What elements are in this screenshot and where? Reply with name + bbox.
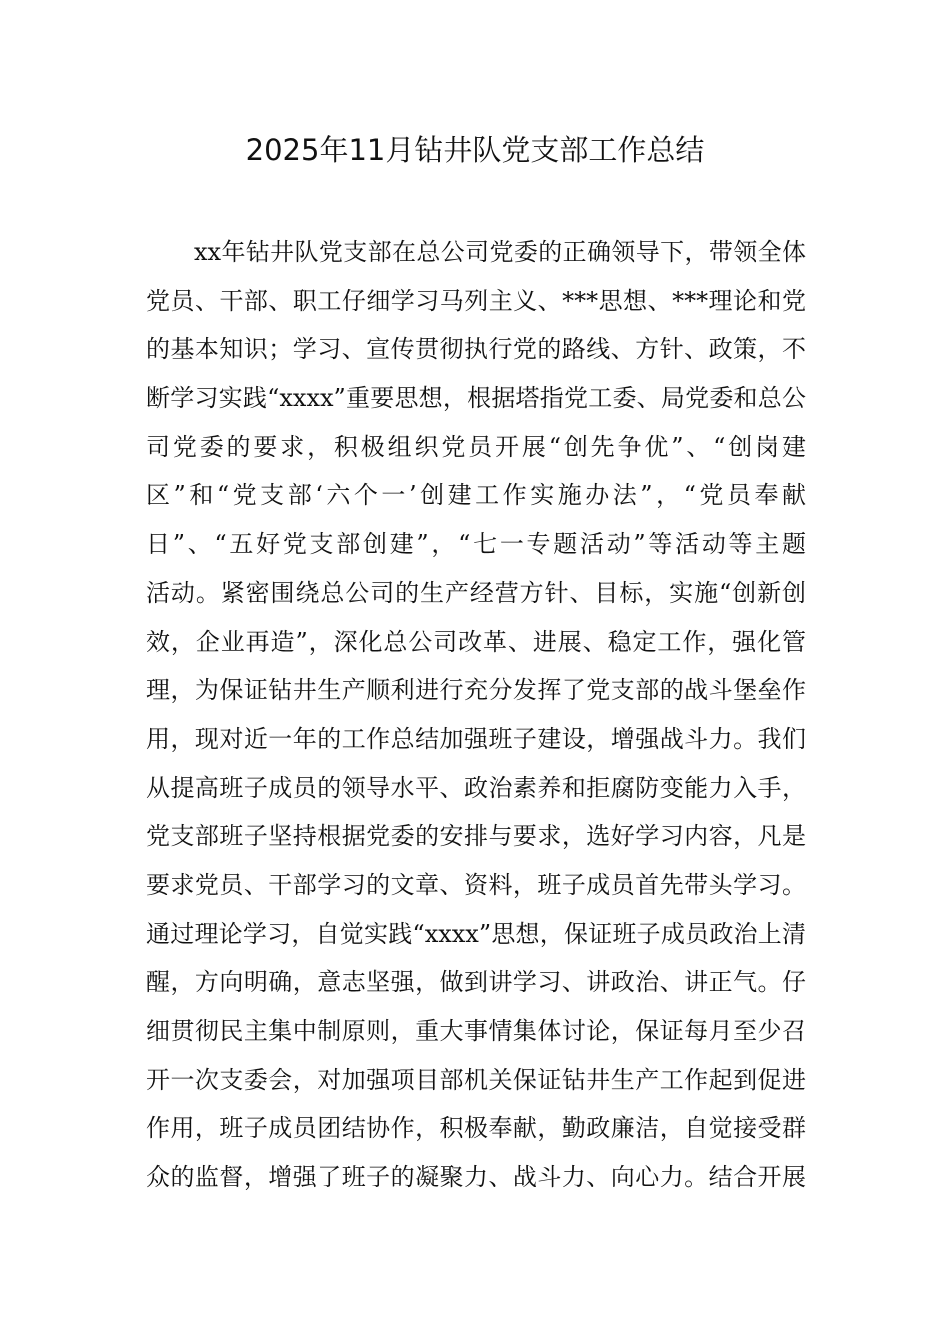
body-line: 断学习实践“xxxx”重要思想，根据塔指党工委、局党委和总公 [146,384,806,413]
body-line: 党员、干部、职工仔细学习马列主义、***思想、***理论和党 [146,286,806,315]
body-line: 效，企业再造”，深化总公司改革、进展、稳定工作，强化管 [146,627,806,656]
body-line: 通过理论学习，自觉实践“xxxx”思想，保证班子成员政治上清 [146,919,806,948]
body-line: 用，现对近一年的工作总结加强班子建设，增强战斗力。我们 [146,724,806,753]
body-line: 的基本知识；学习、宣传贯彻执行党的路线、方针、政策，不 [146,335,806,364]
body-line: 从提高班子成员的领导水平、政治素养和拒腐防变能力入手， [146,773,806,802]
body-line: 活动。紧密围绕总公司的生产经营方针、目标，实施“创新创 [146,578,806,607]
body-line: 理，为保证钻井生产顺利进行充分发挥了党支部的战斗堡垒作 [146,676,806,705]
body-line: xx年钻井队党支部在总公司党委的正确领导下，带领全体 [194,238,806,266]
body-line: 要求党员、干部学习的文章、资料，班子成员首先带头学习。 [146,870,806,899]
body-line: 众的监督，增强了班子的凝聚力、战斗力、向心力。结合开展 [146,1163,806,1192]
document-body [146,228,806,1202]
body-line: 司党委的要求，积极组织党员开展“创先争优”、“创岗建 [146,432,806,461]
body-line: 日”、“五好党支部创建”，“七一专题活动”等活动等主题 [146,530,806,559]
body-line: 细贯彻民主集中制原则，重大事情集体讨论，保证每月至少召 [146,1017,806,1045]
document-title: 2025年11月钻井队党支部工作总结 [245,133,705,167]
body-line: 开一次支委会，对加强项目部机关保证钻井生产工作起到促进 [146,1065,806,1094]
body-line: 党支部班子坚持根据党委的安排与要求，选好学习内容，凡是 [146,822,806,851]
body-line: 醒，方向明确，意志坚强，做到讲学习、讲政治、讲正气。仔 [146,968,806,997]
body-line: 区”和“党支部‘六个一’创建工作实施办法”，“党员奉献 [146,481,806,510]
body-line: 作用，班子成员团结协作，积极奉献，勤政廉洁，自觉接受群 [146,1114,806,1143]
